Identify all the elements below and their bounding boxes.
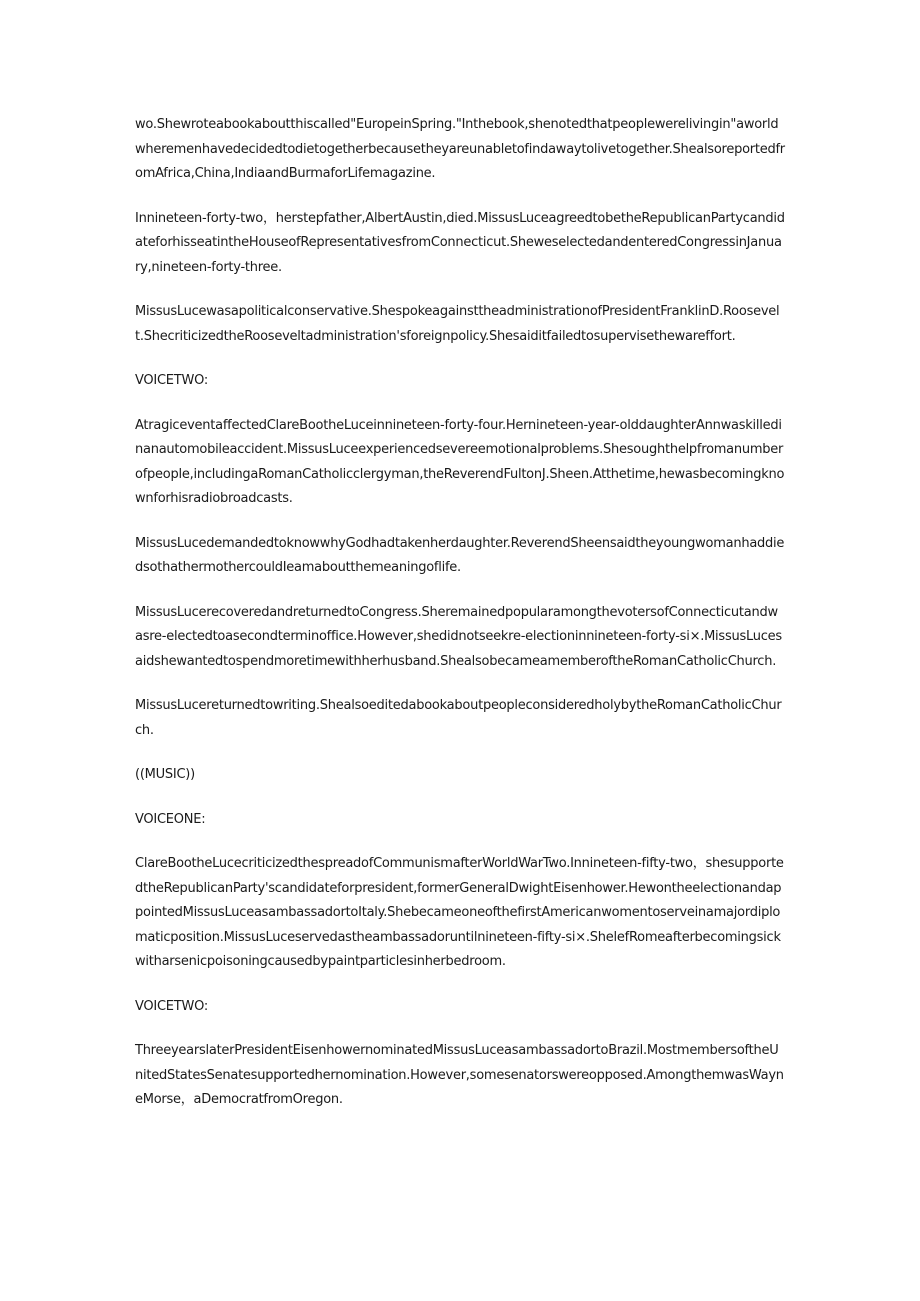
paragraph-3: MissusLucewasapoliticalconservative.ShespokeagainsttheadministrationofPresidentFranklinD.Roosevelt.ShecriticizedtheRooseveltadministration'sforeignpolicy.Shesaiditfailedtosupervisethewareffort.	[135, 304, 780, 344]
document-page	[135, 113, 785, 1133]
paragraph-9: ThreeyearslaterPresidentEisenhowernominatedMissusLuceasambassadortoBrazil.MostmembersoftheUnitedStatesSenatesupportedhernomination.However,somesenatorswereopposed.AmongthemwasWayneMorse，aDemocratfromOregon.	[135, 1043, 784, 1107]
speaker-label-voice-one: VOICEONE:	[135, 811, 206, 827]
paragraph-7: MissusLucereturnedtowriting.ShealsoeditedabookaboutpeopleconsideredholybytheRomanCatholicChurch.	[135, 698, 782, 738]
paragraph-2: Innineteen-forty-two，herstepfather,AlbertAustin,died.MissusLuceagreedtobetheRepublicanPartycandidateforhisseatintheHouseofRepresentativesfromConnecticut.SheweselectedandenteredCongressinJanuary,nineteen-forty-three.	[135, 210, 785, 275]
speaker-label-voice-two-2: VOICETWO:	[135, 998, 208, 1014]
paragraph-6: MissusLucerecoveredandreturnedtoCongress.SheremainedpopularamongthevotersofConnecticutandwasre-electedtoasecondterminoffice.However,shedidnotseekre-electioninnineteen-forty-si×.MissusLucesaidshewantedtospendmoretimewithherhusband.ShealsobecameamemberoftheRomanCatholicChurch.	[135, 604, 782, 669]
paragraph-8: ClareBootheLucecriticizedthespreadofCommunismafterWorldWarTwo.Innineteen-fifty-two，shesupportedtheRepublicanParty'scandidateforpresident,formerGeneralDwightEisenhower.HewontheelectionandappointedMissusLuceasambassadortoItaly.ShebecameoneofthefirstAmericanwomentoserveinamajordiplomaticposition.MissusLuceservedastheambassadoruntilnineteen-fifty-si×.ShelefRomeafterbecomingsickwitharsenicpoisoningcausedbypaintparticlesinherbedroom.	[135, 856, 784, 969]
speaker-label-voice-two: VOICETWO:	[135, 373, 208, 388]
paragraph-4: AtragiceventaffectedClareBootheLuceinnineteen-forty-four.Hernineteen-year-olddaughterAnnwaskilledinanautomobileaccident.MissusLuceexperiencedsevereemotionalproblems.Shesoughthelpfromanumberofpeople,includingaRomanCatholicclergyman,theReverendFultonJ.Sheen.Atthetime,hewasbecomingknownforhisradiobroadcasts.	[135, 417, 785, 506]
paragraph-5: MissusLucedemandedtoknowwhyGodhadtakenherdaughter.ReverendSheensaidtheyoungwomanhaddiedsothathermothercouldIeamaboutthemeaningoflife.	[135, 535, 785, 575]
music-cue: ((MUSIC))	[135, 767, 195, 782]
paragraph-1: wo.Shewroteabookaboutthiscalled"EuropeinSpring."Inthebook,shenotedthatpeoplewerelivingin"aworldwheremenhavedecidedtodietogetherbecausetheyareunabletofindawaytolivetogether.ShealsoreportedfromAfrica,China,IndiaandBurmaforLifemagazine.	[135, 117, 785, 181]
